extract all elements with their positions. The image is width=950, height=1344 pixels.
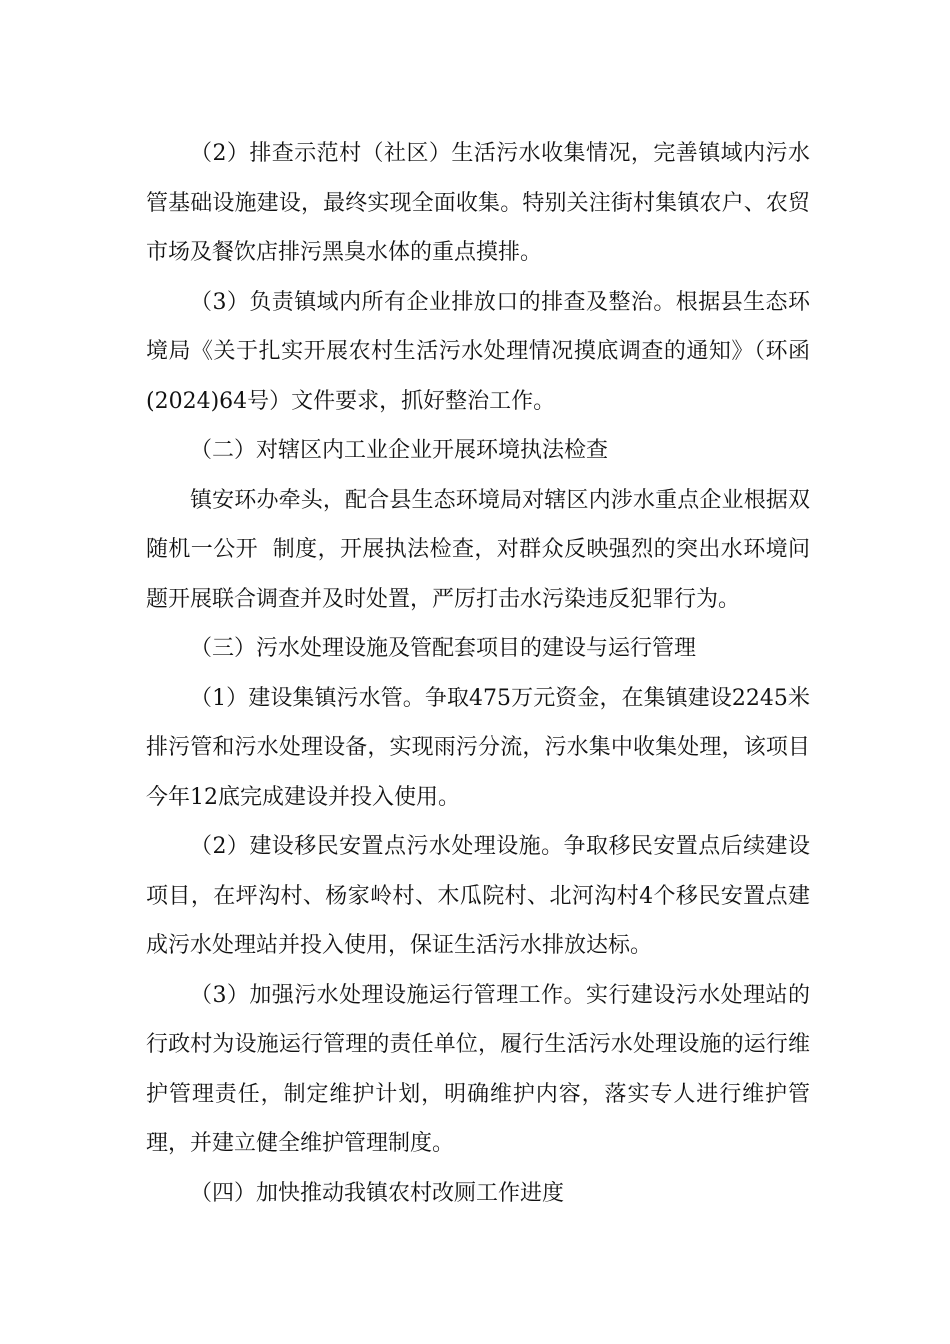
paragraph-resettlement-facilities: （2）建设移民安置点污水处理设施。争取移民安置点后续建设项目，在坪沟村、杨家岭村、木瓜院村、北河沟村4个移民安置点建成污水处理站并投入使用，保证生活污水排放达标。: [146, 834, 810, 958]
paragraph-town-sewer: （1）建设集镇污水管。争取475万元资金，在集镇建设2245米排污管和污水处理设备，实现雨污分流，污水集中收集处理，该项目今年12底完成建设并投入使用。: [146, 685, 810, 810]
heading-sewage-facilities: （三）污水处理设施及管配套项目的建设与运行管理: [190, 636, 697, 661]
paragraph-enforcement-details: 镇安环办牵头，配合县生态环境局对辖区内涉水重点企业根据双随机一公开 制度，开展执法检查，对群众反映强烈的突出水环境问题开展联合调查并及时处置，严厉打击水污染违反犯罪行为。: [146, 487, 810, 612]
heading-toilet-renovation: （四）加快推动我镇农村改厕工作进度: [190, 1180, 565, 1206]
paragraph-enterprise-outlets: （3）负责镇域内所有企业排放口的排查及整治。根据县生态环境局《关于扎实开展农村生活污水处理情况摸底调查的通知》（环函(2024)64号）文件要求，抓好整治工作。: [146, 289, 810, 414]
paragraph-sewage-collection: （2）排查示范村（社区）生活污水收集情况，完善镇域内污水管基础设施建设，最终实现全面收集。特别关注街村集镇农户、农贸市场及餐饮店排污黑臭水体的重点摸排。: [146, 141, 810, 265]
paragraph-operation-management: （3）加强污水处理设施运行管理工作。实行建设污水处理站的行政村为设施运行管理的责任单位，履行生活污水处理设施的运行维护管理责任，制定维护计划，明确维护内容，落实专人进行维护管理，并建立健全维护管理制度。: [146, 982, 810, 1156]
heading-enforcement-inspection: （二）对辖区内工业企业开展环境执法检查: [190, 438, 609, 463]
document-body: [146, 129, 810, 1218]
